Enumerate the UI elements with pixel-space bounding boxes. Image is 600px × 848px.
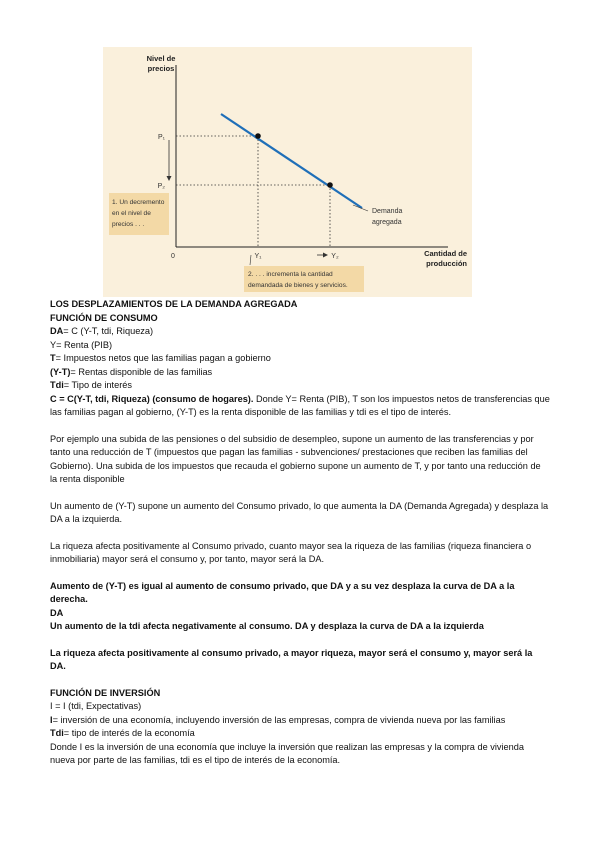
heading-funcion-inversion: FUNCIÓN DE INVERSIÓN bbox=[50, 687, 161, 698]
note-quantity-leader bbox=[250, 255, 251, 265]
p2-label: P₂ bbox=[157, 183, 165, 190]
formula-c-text: Donde Y= Renta (PIB), T son los impuestos netos de transferencias que las familias pagan al gobierno, (Y-T) es la renta disponible de las familias y tdi es el tipo de interés. bbox=[50, 393, 550, 417]
x-axis-label-line1: Cantidad de bbox=[424, 249, 467, 258]
definition-t-text: = Impuestos netos que las familias pagan a gobierno bbox=[55, 353, 271, 363]
note-price-line3: precios . . . bbox=[112, 221, 145, 228]
curve-label-line2: agregada bbox=[372, 219, 402, 226]
document-body bbox=[50, 298, 550, 768]
definition-tdi2-label: Tdi bbox=[50, 728, 64, 738]
bold-tdi: Un aumento de la tdi afecta negativamente al consumo. DA y desplaza la curva de DA a la izquierda bbox=[50, 621, 484, 631]
definition-tdi2-text: = tipo de interés de la economía bbox=[63, 728, 195, 738]
definition-tdi bbox=[50, 379, 550, 393]
bold-riqueza: La riqueza afecta positivamente al consumo privado, a mayor riqueza, mayor será el consumo y, mayor será la DA. bbox=[50, 647, 533, 671]
note-price-line2: en el nivel de bbox=[112, 210, 151, 217]
definition-tdi-text: = Tipo de interés bbox=[63, 380, 132, 390]
aggregate-demand-figure bbox=[103, 47, 472, 297]
paragraph-donde: Donde I es la inversión de una economía que incluye la inversión que realizan las empresas y la compra de vivienda nueva por parte de las familias, tdi es el tipo de interés de la economía. bbox=[50, 741, 524, 765]
y2-label: Y₂ bbox=[331, 253, 339, 260]
formula-da bbox=[50, 325, 550, 339]
quantity-increase-arrowhead-icon bbox=[323, 253, 328, 258]
definition-i bbox=[50, 714, 550, 728]
aggregate-demand-chart bbox=[103, 47, 472, 297]
p1-label: P₁ bbox=[157, 134, 165, 141]
paragraph-ejemplo: Por ejemplo una subida de las pensiones o del subsidio de desempleo, supone un aumento de las transferencias y por tanto una reducción de T (impuestos que pagan las familias - subvenciones/ prestaciones que reciben las familias del Gobierno). Una subida de los impuestos que recauda el gobierno supone un aumento de T, y por tanto una reducción de la renta disponible bbox=[50, 433, 541, 484]
y1-label: Y₁ bbox=[254, 253, 262, 260]
aggregate-demand-curve bbox=[221, 114, 362, 208]
heading-desplazamientos: LOS DESPLAZAMIENTOS DE LA DEMANDA AGREGADA bbox=[50, 299, 298, 309]
y-axis-label-line2: precios bbox=[147, 64, 175, 73]
bold-da: DA bbox=[50, 607, 64, 618]
point-p1-y1 bbox=[255, 133, 261, 139]
formula-c-label: C = C(Y-T, tdi, Riqueza) (consumo de hogares). bbox=[50, 393, 254, 404]
definition-tdi-label: Tdi bbox=[50, 380, 64, 390]
definition-yt-text: = Rentas disponible de las familias bbox=[70, 366, 213, 377]
formula-da-text: = C (Y-T, tdi, Riqueza) bbox=[63, 326, 154, 336]
origin-label: 0 bbox=[171, 253, 175, 260]
formula-da-label: DA bbox=[50, 326, 64, 336]
y-axis-label-line1: Nivel de bbox=[146, 54, 176, 63]
x-axis-label-line2: producción bbox=[426, 259, 467, 268]
definition-i-text: = inversión de una economía, incluyendo inversión de las empresas, compra de vivienda nueva por las familias bbox=[52, 714, 506, 725]
paragraph-riqueza: La riqueza afecta positivamente al Consumo privado, cuanto mayor sea la riqueza de las familias (riqueza financiera o inmobiliaria) mayor será el consumo y, por tanto, mayor será la DA. bbox=[50, 540, 532, 564]
paragraph-c-definition bbox=[50, 393, 550, 420]
definition-tdi-inversion bbox=[50, 727, 550, 741]
curve-label-line1: Demanda bbox=[372, 208, 403, 215]
note-quantity-line2: demandada de bienes y servicios. bbox=[248, 282, 348, 289]
definition-i-label: I bbox=[50, 714, 53, 725]
note-price-line1: 1. Un decremento bbox=[112, 199, 165, 206]
price-decrease-arrowhead-icon bbox=[167, 176, 172, 181]
note-quantity-line1: 2. . . . incrementa la cantidad bbox=[248, 271, 333, 278]
point-p2-y2 bbox=[327, 182, 333, 188]
paragraph-aumento: Un aumento de (Y-T) supone un aumento del Consumo privado, lo que aumenta la DA (Demanda Agregada) y desplaza la DA a la izquierda. bbox=[50, 500, 549, 524]
definition-t-label: T bbox=[50, 353, 56, 363]
formula-i: I = I (tdi, Expectativas) bbox=[50, 701, 142, 711]
definition-yt bbox=[50, 366, 550, 380]
definition-t bbox=[50, 352, 550, 366]
heading-funcion-consumo: FUNCIÓN DE CONSUMO bbox=[50, 312, 158, 323]
definition-yt-label: (Y-T) bbox=[50, 366, 71, 377]
bold-aumento: Aumento de (Y-T) es igual al aumento de consumo privado, que DA y a su vez desplaza la curva de DA a la derecha. bbox=[50, 580, 515, 604]
definition-y: Y= Renta (PIB) bbox=[50, 339, 113, 350]
